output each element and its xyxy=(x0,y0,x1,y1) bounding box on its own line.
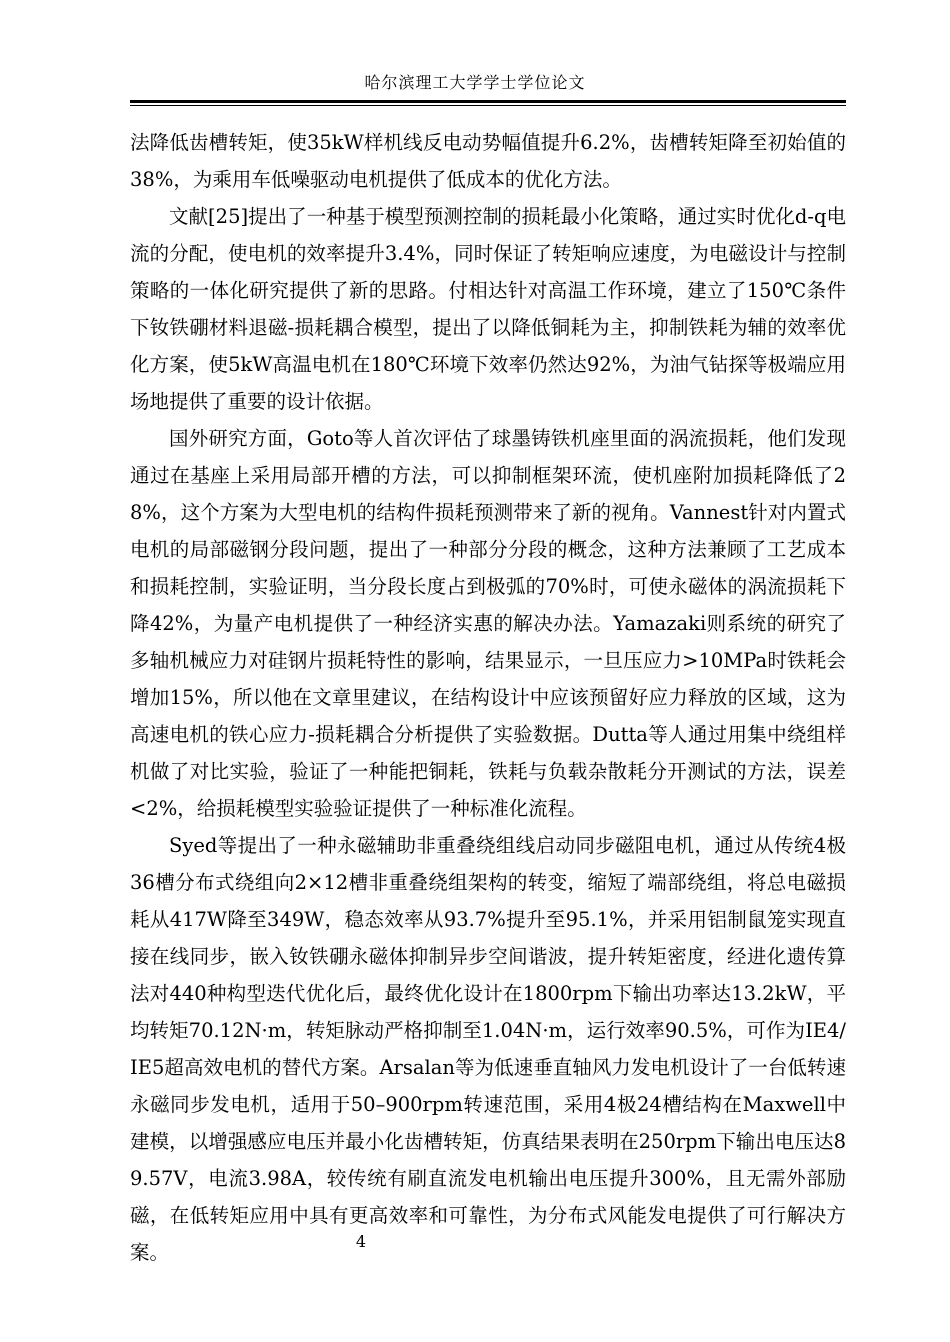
page-number: 4 xyxy=(355,1232,367,1251)
paragraph-reference-25: 文献[25]提出了一种基于模型预测控制的损耗最小化策略，通过实时优化d-q电流的分配，使电机的效率提升3.4%，同时保证了转矩响应速度，为电磁设计与控制策略的一体化研究提供了新的思路。付相达针对高温工作环境，建立了150℃条件下钕铁硼材料退磁-损耗耦合模型，提出了以降低铜耗为主，抑制铁耗为辅的效率优化方案，使5kW高温电机在180℃环境下效率仍然达92%，为油气钻探等极端应用场地提供了重要的设计依据。 xyxy=(130,205,846,413)
paragraph-continued: 法降低齿槽转矩，使35kW样机线反电动势幅值提升6.2%，齿槽转矩降至初始值的38%，为乘用车低噪驱动电机提供了低成本的优化方法。 xyxy=(130,131,846,191)
running-header: 哈尔滨理工大学学士学位论文 xyxy=(364,73,586,92)
body-text xyxy=(130,124,846,1271)
paragraph-syed-arsalan: Syed等提出了一种永磁辅助非重叠绕组线启动同步磁阻电机，通过从传统4极36槽分布式绕组向2×12槽非重叠绕组架构的转变，缩短了端部绕组，将总电磁损耗从417W降至349W，稳态效率从93.7%提升至95.1%，并采用铝制鼠笼实现直接在线同步，嵌入钕铁硼永磁体抑制异步空间谐波，提升转矩密度，经进化遗传算法对440种构型迭代优化后，最终优化设计在1800rpm下输出功率达13.2kW，平均转矩70.12N·m，转矩脉动严格抑制至1.04N·m，运行效率90.5%，可作为IE4/IE5超高效电机的替代方案。Arsalan等为低速垂直轴风力发电机设计了一台低转速永磁同步发电机，适用于50–900rpm转速范围，采用4极24槽结构在Maxwell中建模，以增强感应电压并最小化齿槽转矩，仿真结果表明在250rpm下输出电压达89.57V，电流3.98A，较传统有刷直流发电机输出电压提升300%，且无需外部励磁，在低转矩应用中具有更高效率和可靠性，为分布式风能发电提供了可行解决方案。 xyxy=(130,834,846,1264)
paragraph-foreign-research: 国外研究方面，Goto等人首次评估了球墨铸铁机座里面的涡流损耗，他们发现通过在基座上采用局部开槽的方法，可以抑制框架环流，使机座附加损耗降低了28%，这个方案为大型电机的结构件损耗预测带来了新的视角。Vannest针对内置式电机的局部磁钢分段问题，提出了一种部分分段的概念，这种方法兼顾了工艺成本和损耗控制，实验证明，当分段长度占到极弧的70%时，可使永磁体的涡流损耗下降42%，为量产电机提供了一种经济实惠的解决办法。Yamazaki则系统的研究了多轴机械应力对硅钢片损耗特性的影响，结果显示，一旦压应力>10MPa时铁耗会增加15%，所以他在文章里建议，在结构设计中应该预留好应力释放的区域，这为高速电机的铁心应力-损耗耦合分析提供了实验数据。Dutta等人通过用集中绕组样机做了对比实验，验证了一种能把铜耗，铁耗与负载杂散耗分开测试的方法，误差<2%，给损耗模型实验验证提供了一种标准化流程。 xyxy=(130,427,846,820)
header-rule-thick xyxy=(130,100,846,103)
header-rule-thin xyxy=(130,105,846,106)
